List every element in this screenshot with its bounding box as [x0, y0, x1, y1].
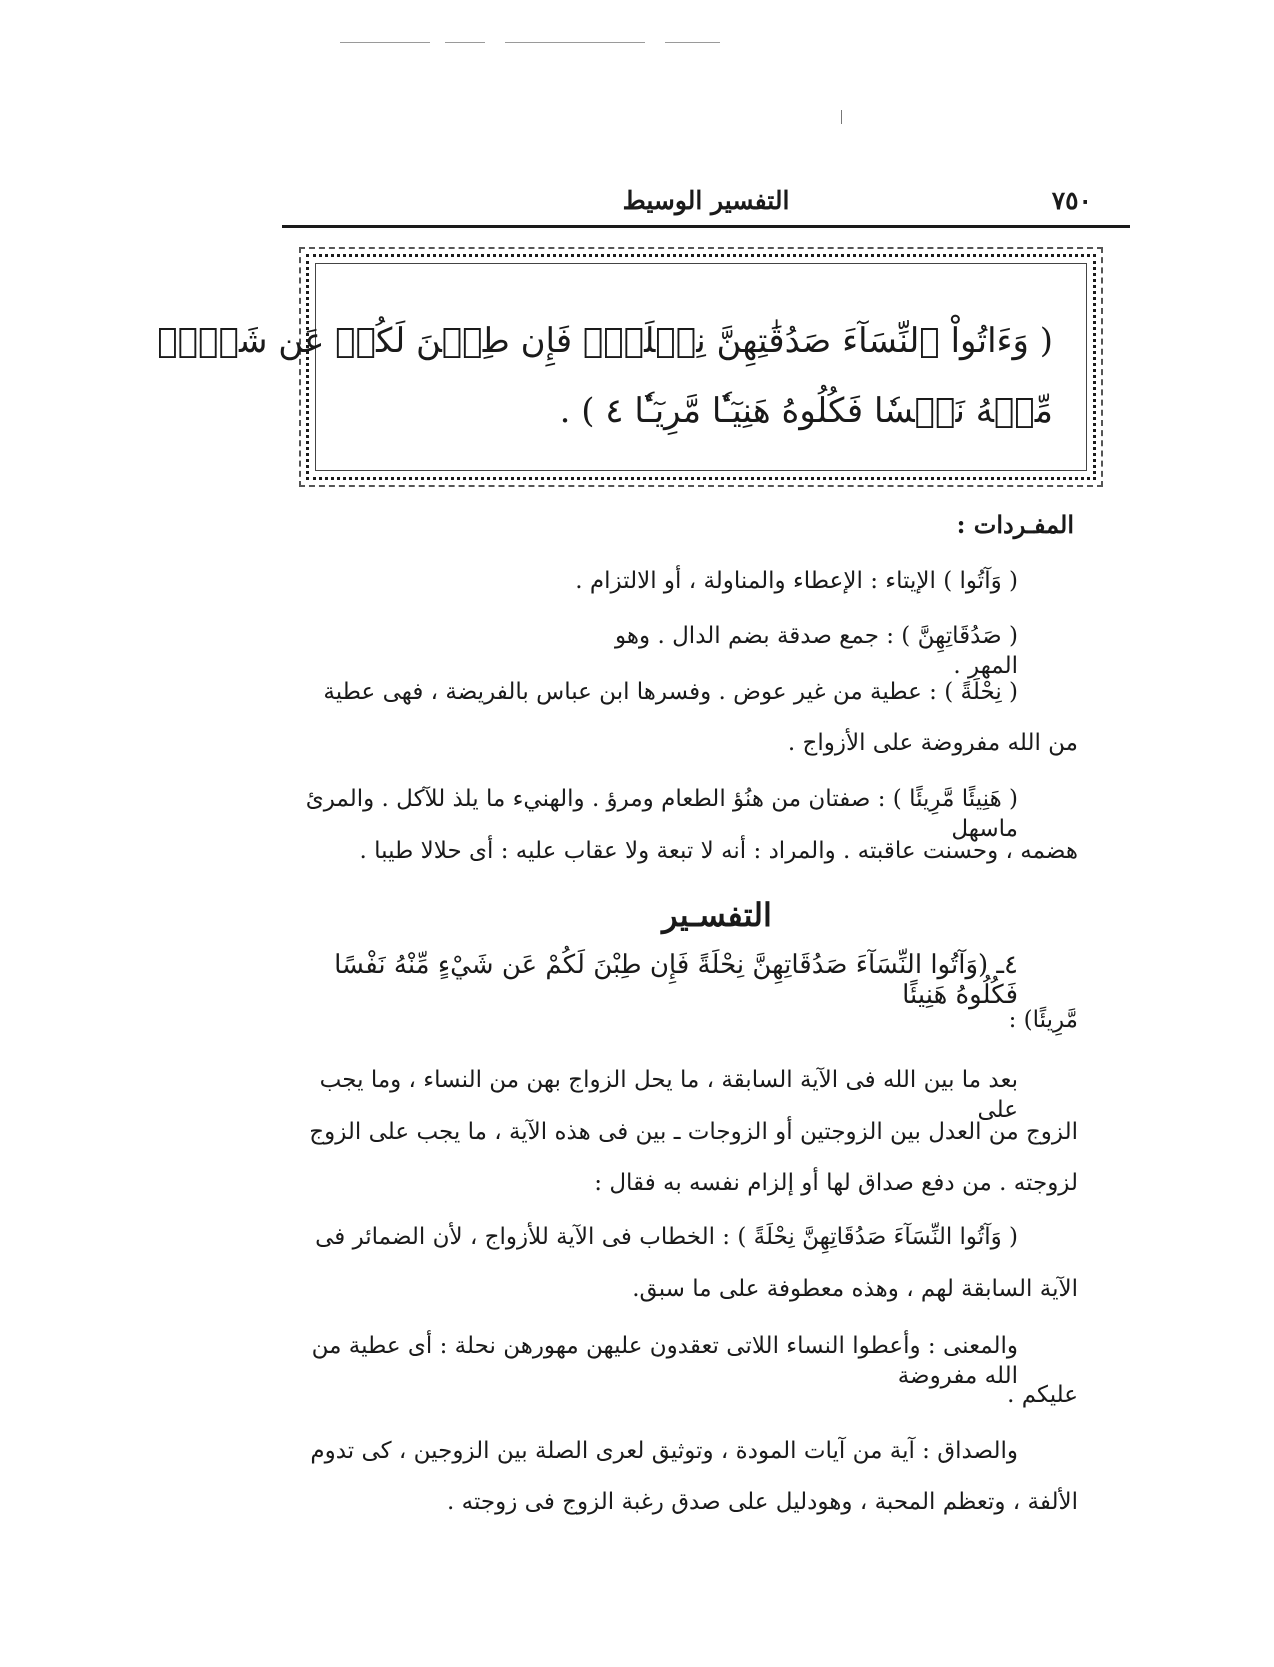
header-rule [282, 225, 1130, 228]
vocabulary-entry: من الله مفروضة على الأزواج . [787, 730, 1078, 756]
vocabulary-label: المفـردات : [956, 510, 1074, 539]
page-header [282, 180, 1130, 222]
running-title: التفسير الوسيط [622, 186, 790, 215]
verse-line: ( وَءَاتُواْ ٱلنِّسَآءَ صَدُقَٰتِهِنَّ نِحۡلَةٗۚ فَإِن طِبۡنَ لَكُمۡ عَن شَيۡءٖ [157, 321, 1053, 361]
vocabulary-entry: ( نِحْلَةً ) : عطية من غير عوض . وفسرها ابن عباس بالفريضة ، فهى عطية [323, 679, 1018, 705]
page-number: ٧٥٠ [1051, 186, 1092, 215]
verse-frame [157, 254, 1096, 480]
tafsir-paragraph-line: الزوج من العدل بين الزوجتين أو الزوجات ـ بين فى هذه الآية ، ما يجب على الزوج [309, 1119, 1078, 1145]
vocabulary-entry: ( هَنِيئًا مَّرِيئًا ) : صفتان من هنُؤ الطعام ومرؤ . والهنيء ما يلذ للآكل . والمرئ ماسهل [305, 786, 1018, 842]
tafsir-paragraph-line: الألفة ، وتعظم المحبة ، وهودليل على صدق رغبة الزوج فى زوجته . [447, 1489, 1078, 1515]
tafsir-paragraph-line: الآية السابقة لهم ، وهذه معطوفة على ما سبق. [632, 1276, 1078, 1302]
scan-mark [665, 42, 720, 43]
vocabulary-entry: ( وَآتُوا ) الإيتاء : الإعطاء والمناولة ، أو الالتزام . [575, 568, 1018, 594]
verse-line: مِّنۡهُ نَفۡسٗا فَكُلُوهُ هَنِيٓـٔٗا مَّرِيٓـٔٗا ٤ ) . [559, 391, 1053, 431]
tafsir-paragraph-line: ( وَآتُوا النِّسَآءَ صَدُقَاتِهِنَّ نِحْلَةً ) : الخطاب فى الآية للأزواج ، لأن الضمائر فى [315, 1224, 1018, 1250]
tafsir-verse-line: ٤ـ (وَآتُوا النِّسَآءَ صَدُقَاتِهِنَّ نِحْلَةً فَإِن طِبْنَ لَكُمْ عَن شَيْءٍ مِّنْهُ نَفْسًا فَكُلُوهُ هَنِيئًا [334, 950, 1018, 1010]
tafsir-paragraph-line: لزوجته . من دفع صداق لها أو إلزام نفسه به فقال : [594, 1170, 1078, 1196]
scan-mark [505, 42, 645, 43]
scan-mark [445, 42, 485, 43]
scan-mark [340, 42, 430, 43]
tafsir-paragraph-line: عليكم . [1007, 1382, 1078, 1408]
vocabulary-entry: ( صَدُقَاتِهِنَّ ) : جمع صدقة بضم الدال . وهو المهر . [615, 623, 1018, 679]
scan-mark [841, 110, 842, 124]
tafsir-paragraph-line: بعد ما بين الله فى الآية السابقة ، ما يحل الزواج بهن من النساء ، وما يجب على [319, 1067, 1018, 1123]
tafsir-verse-line: مَّرِيئًا) : [1008, 1007, 1078, 1033]
vocabulary-entry: هضمه ، وحسنت عاقبته . والمراد : أنه لا تبعة ولا عقاب عليه : أى حلالا طيبا . [359, 838, 1078, 864]
section-heading: التفسـير [662, 896, 772, 934]
tafsir-paragraph-line: والصداق : آية من آيات المودة ، وتوثيق لعرى الصلة بين الزوجين ، كى تدوم [310, 1438, 1018, 1464]
tafsir-paragraph-line: والمعنى : وأعطوا النساء اللاتى تعقدون عليهن مهورهن نحلة : أى عطية من الله مفروضة [311, 1333, 1018, 1389]
